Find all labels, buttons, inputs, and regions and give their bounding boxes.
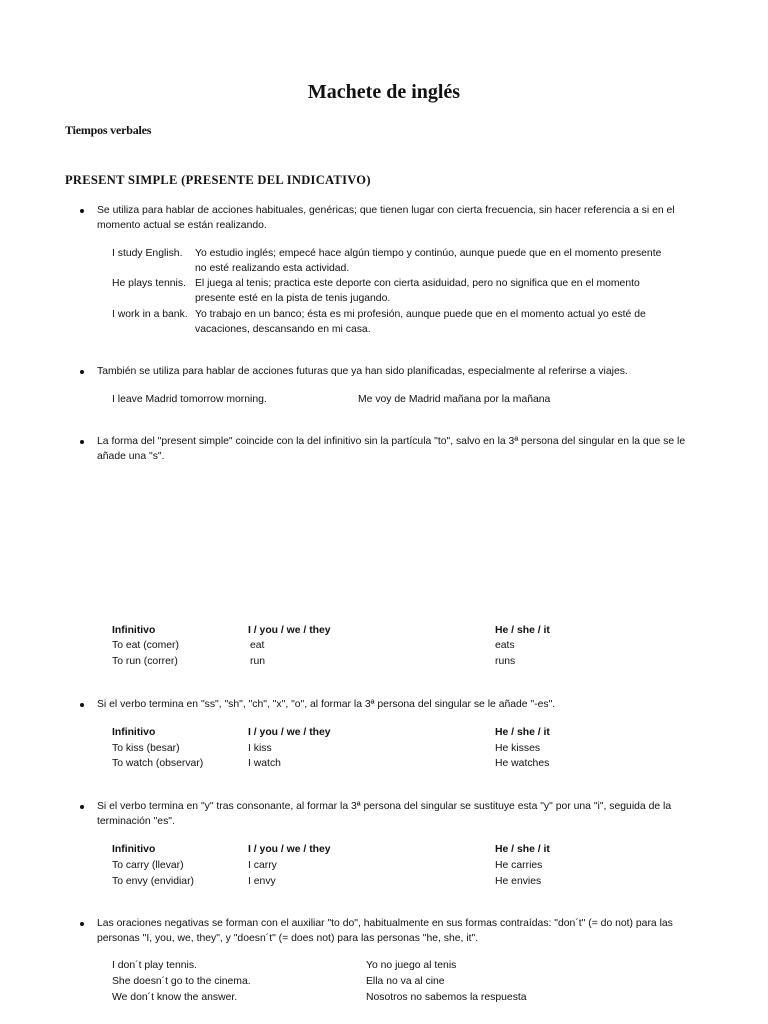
header-infinitive: Infinitivo: [112, 844, 156, 855]
bullet-y-ending: Si el verbo termina en "y" tras consonante, al formar la 3ª persona del singular se sustituye esta "y" por una "i", seguida de la terminación "es".: [97, 801, 672, 827]
cell-singular: He envies: [495, 876, 542, 887]
cell-plural: I watch: [248, 758, 281, 769]
bullet-dot: [80, 703, 84, 707]
example-en: He plays tennis.: [112, 278, 186, 289]
cell-singular: runs: [495, 656, 516, 667]
bullet-negatives: Las oraciones negativas se forman con el auxiliar "to do", habitualmente en sus formas contraídas: "don´t" (= do not) para las personas "I, you, we, they", y "doesn´t" (= does not) para las personas "he, she, it".: [97, 918, 673, 944]
header-infinitive: Infinitivo: [112, 727, 156, 738]
cell-plural: eat: [250, 640, 265, 651]
example-en: She doesn´t go to the cinema.: [112, 976, 251, 987]
subtitle-tiempos-verbales: Tiempos verbales: [65, 123, 152, 137]
page-title: Machete de inglés: [307, 81, 461, 103]
cell-plural: I envy: [248, 876, 276, 887]
example-en: I don´t play tennis.: [112, 960, 197, 971]
bullet-dot: [80, 370, 84, 374]
cell-infinitive: To run (correr): [112, 656, 178, 667]
cell-infinitive: To kiss (besar): [112, 743, 180, 754]
section-heading-present-simple: PRESENT SIMPLE (PRESENTE DEL INDICATIVO): [65, 173, 371, 187]
example-es: Me voy de Madrid mañana por la mañana: [358, 394, 551, 405]
cell-infinitive: To envy (envidiar): [112, 876, 195, 887]
cell-infinitive: To eat (comer): [112, 640, 179, 651]
example-es: Yo trabajo en un banco; ésta es mi profesión, aunque puede que en el momento actual yo esté de vacaciones, descansando en mi casa.: [195, 309, 646, 335]
cell-infinitive: To watch (observar): [112, 758, 204, 769]
header-infinitive: Infinitivo: [112, 625, 156, 636]
cell-plural: I carry: [248, 860, 277, 871]
header-plural: I / you / we / they: [248, 625, 331, 636]
bullet-dot: [80, 209, 84, 213]
header-singular: He / she / it: [495, 727, 550, 738]
cell-infinitive: To carry (llevar): [112, 860, 184, 871]
bullet-dot: [80, 922, 84, 926]
cell-singular: He watches: [495, 758, 550, 769]
cell-singular: He carries: [495, 860, 543, 871]
header-plural: I / you / we / they: [248, 727, 331, 738]
cell-singular: eats: [495, 640, 515, 651]
example-es: Ella no va al cine: [366, 976, 445, 987]
header-singular: He / she / it: [495, 625, 550, 636]
bullet-habitual-actions: Se utiliza para hablar de acciones habituales, genéricas; que tienen lugar con cierta frecuencia, sin hacer referencia a si en el momento actual se están realizando.: [97, 205, 675, 231]
bullet-dot: [80, 805, 84, 809]
example-en: I work in a bank.: [112, 309, 188, 320]
example-en: We don´t know the answer.: [112, 992, 238, 1003]
cell-singular: He kisses: [495, 743, 541, 754]
bullet-dot: [80, 440, 84, 444]
example-es: Yo estudio inglés; empecé hace algún tiempo y continúo, aunque puede que en el momento presente no esté realizando esta actividad.: [195, 248, 662, 274]
cell-plural: I kiss: [248, 743, 272, 754]
example-en: I study English.: [112, 248, 183, 259]
example-es: Yo no juego al tenis: [366, 960, 457, 971]
header-singular: He / she / it: [495, 844, 550, 855]
header-plural: I / you / we / they: [248, 844, 331, 855]
example-es: Nosotros no sabemos la respuesta: [366, 992, 527, 1003]
cell-plural: run: [250, 656, 266, 667]
bullet-es-ending: Si el verbo termina en "ss", "sh", "ch", "x", "o", al formar la 3ª persona del singular se le añade "-es".: [97, 699, 556, 710]
bullet-future-plans: También se utiliza para hablar de acciones futuras que ya han sido planificadas, especialmente al referirse a viajes.: [97, 366, 628, 377]
example-es: El juega al tenis; practica este deporte con cierta asiduidad, pero no significa que en el momento presente esté en la pista de tenis jugando.: [195, 278, 640, 304]
bullet-present-simple-form: La forma del "present simple" coincide con la del infinitivo sin la partícula "to", salvo en la 3ª persona del singular en la que se le añade una "s".: [97, 436, 686, 462]
example-en: I leave Madrid tomorrow morning.: [112, 394, 267, 405]
